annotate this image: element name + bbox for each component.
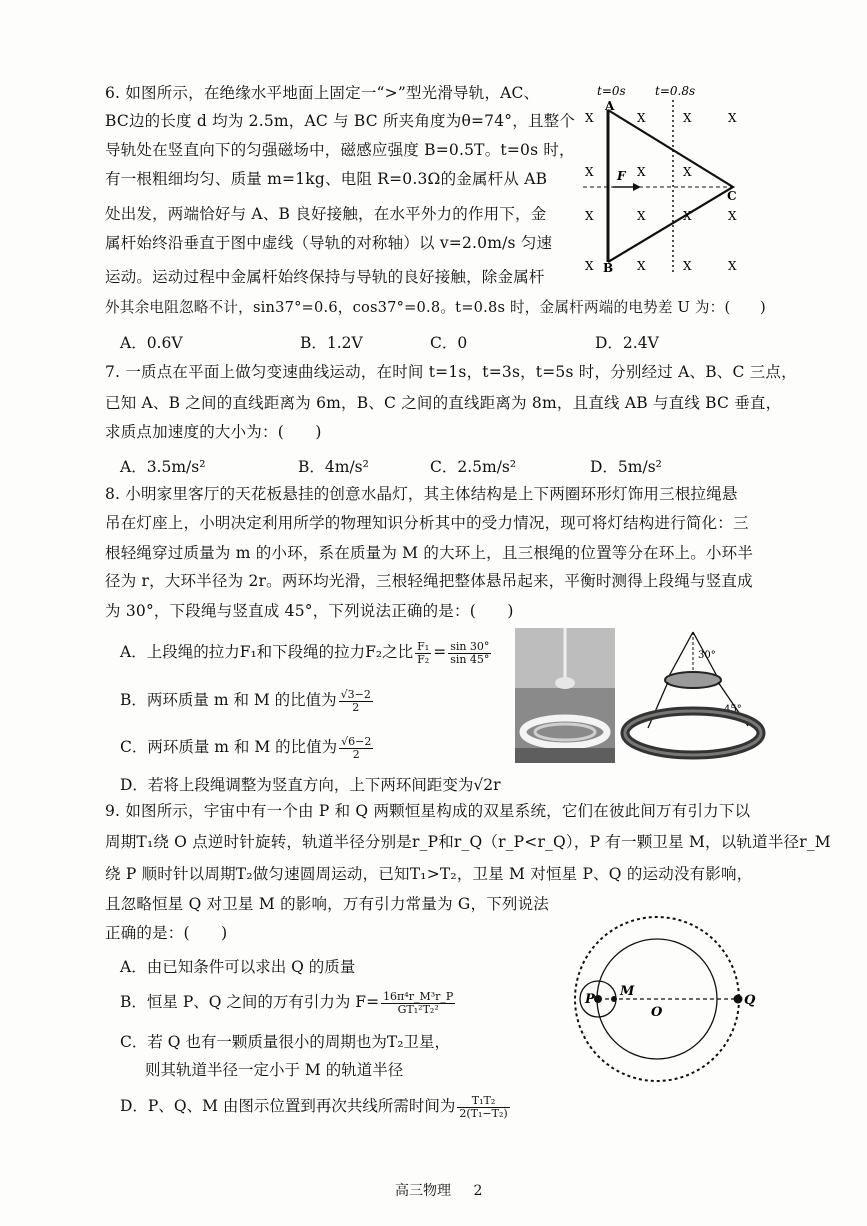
q9-option-d-text: D．P、Q、M 由图示位置到再次共线所需时间为 — [120, 1097, 456, 1115]
svg-text:X: X — [683, 165, 692, 179]
q8-line-4: 径为 r，大环半径为 2r。两环均光滑，三根轻绳把整体悬吊起来，平衡时测得上段绳与竖直成 — [105, 572, 753, 590]
q8-line-3: 根轻绳穿过质量为 m 的小环，系在质量为 M 的大环上，且三根绳的位置等分在环上。小环半 — [105, 544, 754, 562]
q8-line-2: 吊在灯座上，小明决定利用所学的物理知识分析其中的受力情况，现可将灯结构进行简化：三 — [105, 514, 749, 532]
q9-option-d — [120, 1094, 512, 1120]
q6-line-7: 运动。运动过程中金属杆始终保持与导轨的良好接触，除金属杆 — [105, 268, 545, 286]
q7-option-b: B．4m/s² — [298, 458, 369, 476]
svg-text:X: X — [585, 111, 594, 125]
chandelier-photo — [515, 628, 615, 763]
q8-option-a: A．上段绳的拉力F₁和下段绳的拉力F₂之比 $\frac{\text{F₁}}{\text{F₂}}$ = $\frac{\sin 30^\circ}{\sin 45^\circ}$ — [120, 639, 490, 666]
q6-option-c: C．0 — [430, 334, 468, 352]
q8-option-a-text: A．上段绳的拉力F₁和下段绳的拉力F₂之比 — [120, 643, 414, 661]
q8-option-c — [120, 735, 375, 761]
svg-text:X: X — [637, 209, 646, 223]
q8-option-c-frac: $\frac{√6-2}{2}$ — [341, 734, 372, 761]
q8-line-5: 为 30°，下段绳与竖直成 45°，下列说法正确的是：( ) — [105, 602, 514, 620]
svg-text:45°: 45° — [724, 704, 742, 715]
q6-line-8: 外其余电阻忽略不计，sin37°=0.6，cos37°=0.8。t=0.8s 时，金属杆两端的电势差 U 为：( ) — [105, 299, 766, 316]
q9-option-a: A．由已知条件可以求出 Q 的质量 — [120, 958, 356, 976]
q6-force-arrowhead — [633, 183, 641, 191]
svg-text:X: X — [728, 111, 737, 125]
chandelier-diagram — [618, 628, 768, 763]
q6-option-d: D．2.4V — [595, 334, 659, 352]
q6-line-3: 导轨处在竖直向下的匀强磁场中，磁感应强度 B=0.5T。t=0s 时， — [105, 141, 575, 159]
q9-line-5: 正确的是：( ) — [105, 924, 228, 942]
star-q — [734, 995, 743, 1004]
q6-line-1: 6. 如图所示，在绝缘水平地面上固定一“>”型光滑导轨，AC、 — [105, 84, 540, 102]
q6-line-6: 属杆始终沿垂直于图中虚线（导轨的对称轴）以 v=2.0m/s 匀速 — [105, 234, 553, 252]
q8-option-a-frac-left: $\frac{\text{F₁}}{\text{F₂}}$ — [417, 639, 430, 666]
footer-subject: 高三物理 — [395, 1183, 451, 1199]
q6-line-2: BC边的长度 d 均为 2.5m，AC 与 BC 所夹角度为θ=74°，且整个 — [105, 112, 576, 130]
q9-line-4: 且忽略恒星 Q 对卫星 M 的影响，万有引力常量为 G，下列说法 — [105, 895, 549, 913]
q6-option-a: A．0.6V — [120, 334, 183, 352]
binary-star-figure — [565, 915, 765, 1095]
q8-option-b — [120, 688, 375, 714]
svg-text:X: X — [585, 165, 594, 179]
q9-option-d-frac: $\frac{\text{T₁T₂}}{\text{2(T₁−T₂)}}$ — [459, 1093, 508, 1120]
svg-text:X: X — [585, 209, 594, 223]
svg-text:P: P — [585, 992, 595, 1007]
q6-label-b: B — [603, 261, 614, 275]
svg-text:M: M — [620, 984, 635, 999]
q8-line-1: 8. 小明家里客厅的天花板悬挂的创意水晶灯，其主体结构是上下两圈环形灯饰用三根拉绳悬 — [105, 485, 738, 503]
svg-text:X: X — [728, 259, 737, 273]
svg-text:Q: Q — [744, 993, 756, 1008]
q8-option-a-frac-right: $\frac{\sin 30^\circ}{\sin 45^\circ}$ — [450, 639, 490, 666]
svg-text:O: O — [651, 1005, 663, 1020]
q6-rail-figure — [575, 80, 760, 280]
q6-label-t1: t=0.8s — [655, 84, 696, 98]
q9-option-b-text: B．恒星 P、Q 之间的万有引力为 F= — [120, 993, 380, 1011]
svg-text:X: X — [637, 111, 646, 125]
q7-line-3: 求质点加速度的大小为：( ) — [105, 423, 322, 441]
svg-text:X: X — [585, 259, 594, 273]
q8-option-d: D．若将上段绳调整为竖直方向，上下两环间距变为√2r — [120, 776, 501, 794]
svg-text:X: X — [683, 209, 692, 223]
q6-label-t0: t=0s — [597, 84, 626, 98]
svg-text:X: X — [683, 259, 692, 273]
footer-page-number: 2 — [473, 1183, 483, 1199]
q7-option-c: C．2.5m/s² — [430, 458, 517, 476]
page-footer — [395, 1180, 482, 1200]
q9-line-2: 周期T₁绕 O 点逆时针旋转，轨道半径分别是r_P和r_Q（r_P<r_Q），P 有一颗卫星 M，以轨道半径r_M — [105, 833, 831, 851]
q6-label-a: A — [605, 99, 615, 113]
q7-option-a: A．3.5m/s² — [120, 458, 206, 476]
q8-option-b-text: B．两环质量 m 和 M 的比值为 — [120, 691, 337, 709]
q6-rail — [608, 110, 733, 262]
q9-option-b — [120, 990, 457, 1016]
q8-option-b-frac: $\frac{√3-2}{2}$ — [340, 687, 371, 714]
q9-option-b-frac: $\frac{\text{16π⁴r\_M³r\_P}}{\text{GT₁²T₂²}}$ — [383, 989, 454, 1016]
q6-label-c: C — [727, 189, 737, 203]
q6-label-f: F — [617, 169, 626, 183]
q9-line-3: 绕 P 顺时针以周期T₂做匀速圆周运动，已知T₁>T₂，卫星 M 对恒星 P、Q 的运动没有影响， — [105, 865, 753, 883]
q9-line-1: 9. 如图所示，宇宙中有一个由 P 和 Q 两颗恒星构成的双星系统，它们在彼此间万有引力下以 — [105, 802, 751, 820]
q6-line-5: 处出发，两端恰好与 A、B 良好接触，在水平外力的作用下，金 — [105, 205, 547, 223]
q7-option-d: D．5m/s² — [590, 458, 662, 476]
svg-text:X: X — [637, 165, 646, 179]
svg-text:X: X — [637, 259, 646, 273]
svg-text:30°: 30° — [698, 650, 716, 661]
q9-option-c-line-1: C．若 Q 也有一颗质量很小的周期也为T₂卫星， — [120, 1033, 450, 1051]
satellite-m — [611, 996, 617, 1002]
q7-line-2: 已知 A、B 之间的直线距离为 6m，B、C 之间的直线距离为 8m，且直线 AB 与直线 BC 垂直， — [105, 394, 782, 412]
star-p — [594, 995, 602, 1003]
q6-line-4: 有一根粗细均匀、质量 m=1kg、电阻 R=0.3Ω的金属杆从 AB — [105, 170, 548, 188]
svg-text:X: X — [683, 111, 692, 125]
q7-line-1: 7. 一质点在平面上做匀变速曲线运动，在时间 t=1s，t=3s，t=5s 时，分别经过 A、B、C 三点， — [105, 363, 797, 381]
q8-option-c-text: C．两环质量 m 和 M 的比值为 — [120, 738, 338, 756]
q6-option-b: B．1.2V — [300, 334, 363, 352]
svg-text:X: X — [728, 209, 737, 223]
q9-option-c-line-2: 则其轨道半径一定小于 M 的轨道半径 — [145, 1061, 404, 1079]
